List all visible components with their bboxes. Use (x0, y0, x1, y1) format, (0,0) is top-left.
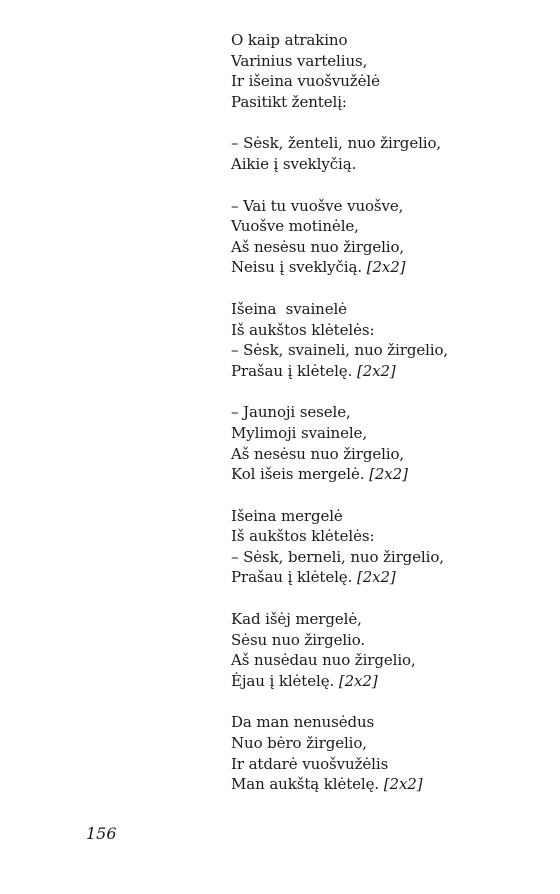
stanza (231, 133, 551, 174)
line-text: Nuo bėro žirgelio, (231, 734, 367, 753)
poem-text (231, 30, 551, 816)
poem-line (231, 506, 551, 527)
poem-line (231, 444, 551, 465)
line-text: Da man nenusėdus (231, 713, 375, 732)
line-text: – Vai tu vuošve vuošve, (231, 196, 404, 215)
poem-line (231, 671, 551, 692)
poem-line (231, 630, 551, 651)
poem-line (231, 51, 551, 72)
poem-line (231, 257, 551, 278)
line-text: Aš nesėsu nuo žirgelio, (231, 444, 405, 463)
stanza (231, 402, 551, 484)
poem-line (231, 423, 551, 444)
stanza (231, 196, 551, 278)
line-text: – Jaunoji sesele, (231, 403, 351, 422)
line-text: – Sėsk, svaineli, nuo žirgelio, (231, 341, 449, 360)
line-text: Sėsu nuo žirgelio. (231, 630, 366, 649)
poem-line (231, 567, 551, 588)
poem-line (231, 30, 551, 51)
line-text: Aš nusėdau nuo žirgelio, (231, 651, 416, 670)
poem-line (231, 133, 551, 154)
line-text: Mylimoji svainele, (231, 423, 367, 442)
line-text: Iš aukštos klėtelės: (231, 527, 375, 546)
poem-line (231, 609, 551, 630)
poem-line (231, 71, 551, 92)
poem-line (231, 712, 551, 733)
line-text: Aš nesėsu nuo žirgelio, (231, 237, 405, 256)
poem-line (231, 196, 551, 217)
line-text: Kol išeis mergelė. (231, 465, 365, 484)
line-text: – Sėsk, berneli, nuo žirgelio, (231, 547, 444, 566)
poem-line (231, 320, 551, 341)
refrain-marker: [2x2] (383, 775, 423, 794)
refrain-marker: [2x2] (338, 671, 378, 690)
stanza (231, 299, 551, 381)
poem-line (231, 733, 551, 754)
line-text: Ir išeina vuošvužėlė (231, 72, 380, 91)
line-text: O kaip atrakino (231, 31, 348, 49)
line-text: Vuošve motinėle, (231, 217, 359, 236)
poem-line (231, 340, 551, 361)
stanza (231, 506, 551, 588)
refrain-marker: [2x2] (366, 258, 406, 277)
line-text: – Sėsk, ženteli, nuo žirgelio, (231, 134, 442, 153)
poem-line (231, 154, 551, 175)
poem-line (231, 216, 551, 237)
line-text: Iš aukštos klėtelės: (231, 320, 375, 339)
line-text: Prašau į klėtelę. (231, 361, 353, 380)
line-text: Ir atdarė vuošvužėlis (231, 754, 389, 773)
line-text: Išeina svainelė (231, 299, 347, 318)
poem-line (231, 92, 551, 113)
poem-line (231, 402, 551, 423)
refrain-marker: [2x2] (356, 361, 396, 380)
line-text: Neisu į sveklyčią. (231, 258, 363, 277)
poem-line (231, 299, 551, 320)
poem-line (231, 547, 551, 568)
stanza (231, 30, 551, 112)
line-text: Išeina mergelė (231, 506, 343, 525)
stanza (231, 609, 551, 691)
refrain-marker: [2x2] (369, 465, 408, 484)
page-number: 156 (86, 824, 117, 843)
line-text: Varinius vartelius, (231, 51, 368, 70)
line-text: Ėjau į klėtelę. (231, 671, 335, 690)
stanza (231, 712, 551, 794)
refrain-marker: [2x2] (356, 568, 396, 587)
line-text: Man aukštą klėtelę. (231, 775, 380, 794)
poem-line (231, 774, 551, 795)
poem-line (231, 650, 551, 671)
line-text: Kad išėj mergelė, (231, 610, 362, 629)
line-text: Aikie į sveklyčią. (231, 154, 357, 173)
poem-line (231, 754, 551, 775)
line-text: Prašau į klėtelę. (231, 568, 353, 587)
poem-line (231, 237, 551, 258)
poem-line (231, 526, 551, 547)
poem-line (231, 464, 551, 485)
poem-line (231, 361, 551, 382)
line-text: Pasitikt žentelį: (231, 92, 347, 111)
